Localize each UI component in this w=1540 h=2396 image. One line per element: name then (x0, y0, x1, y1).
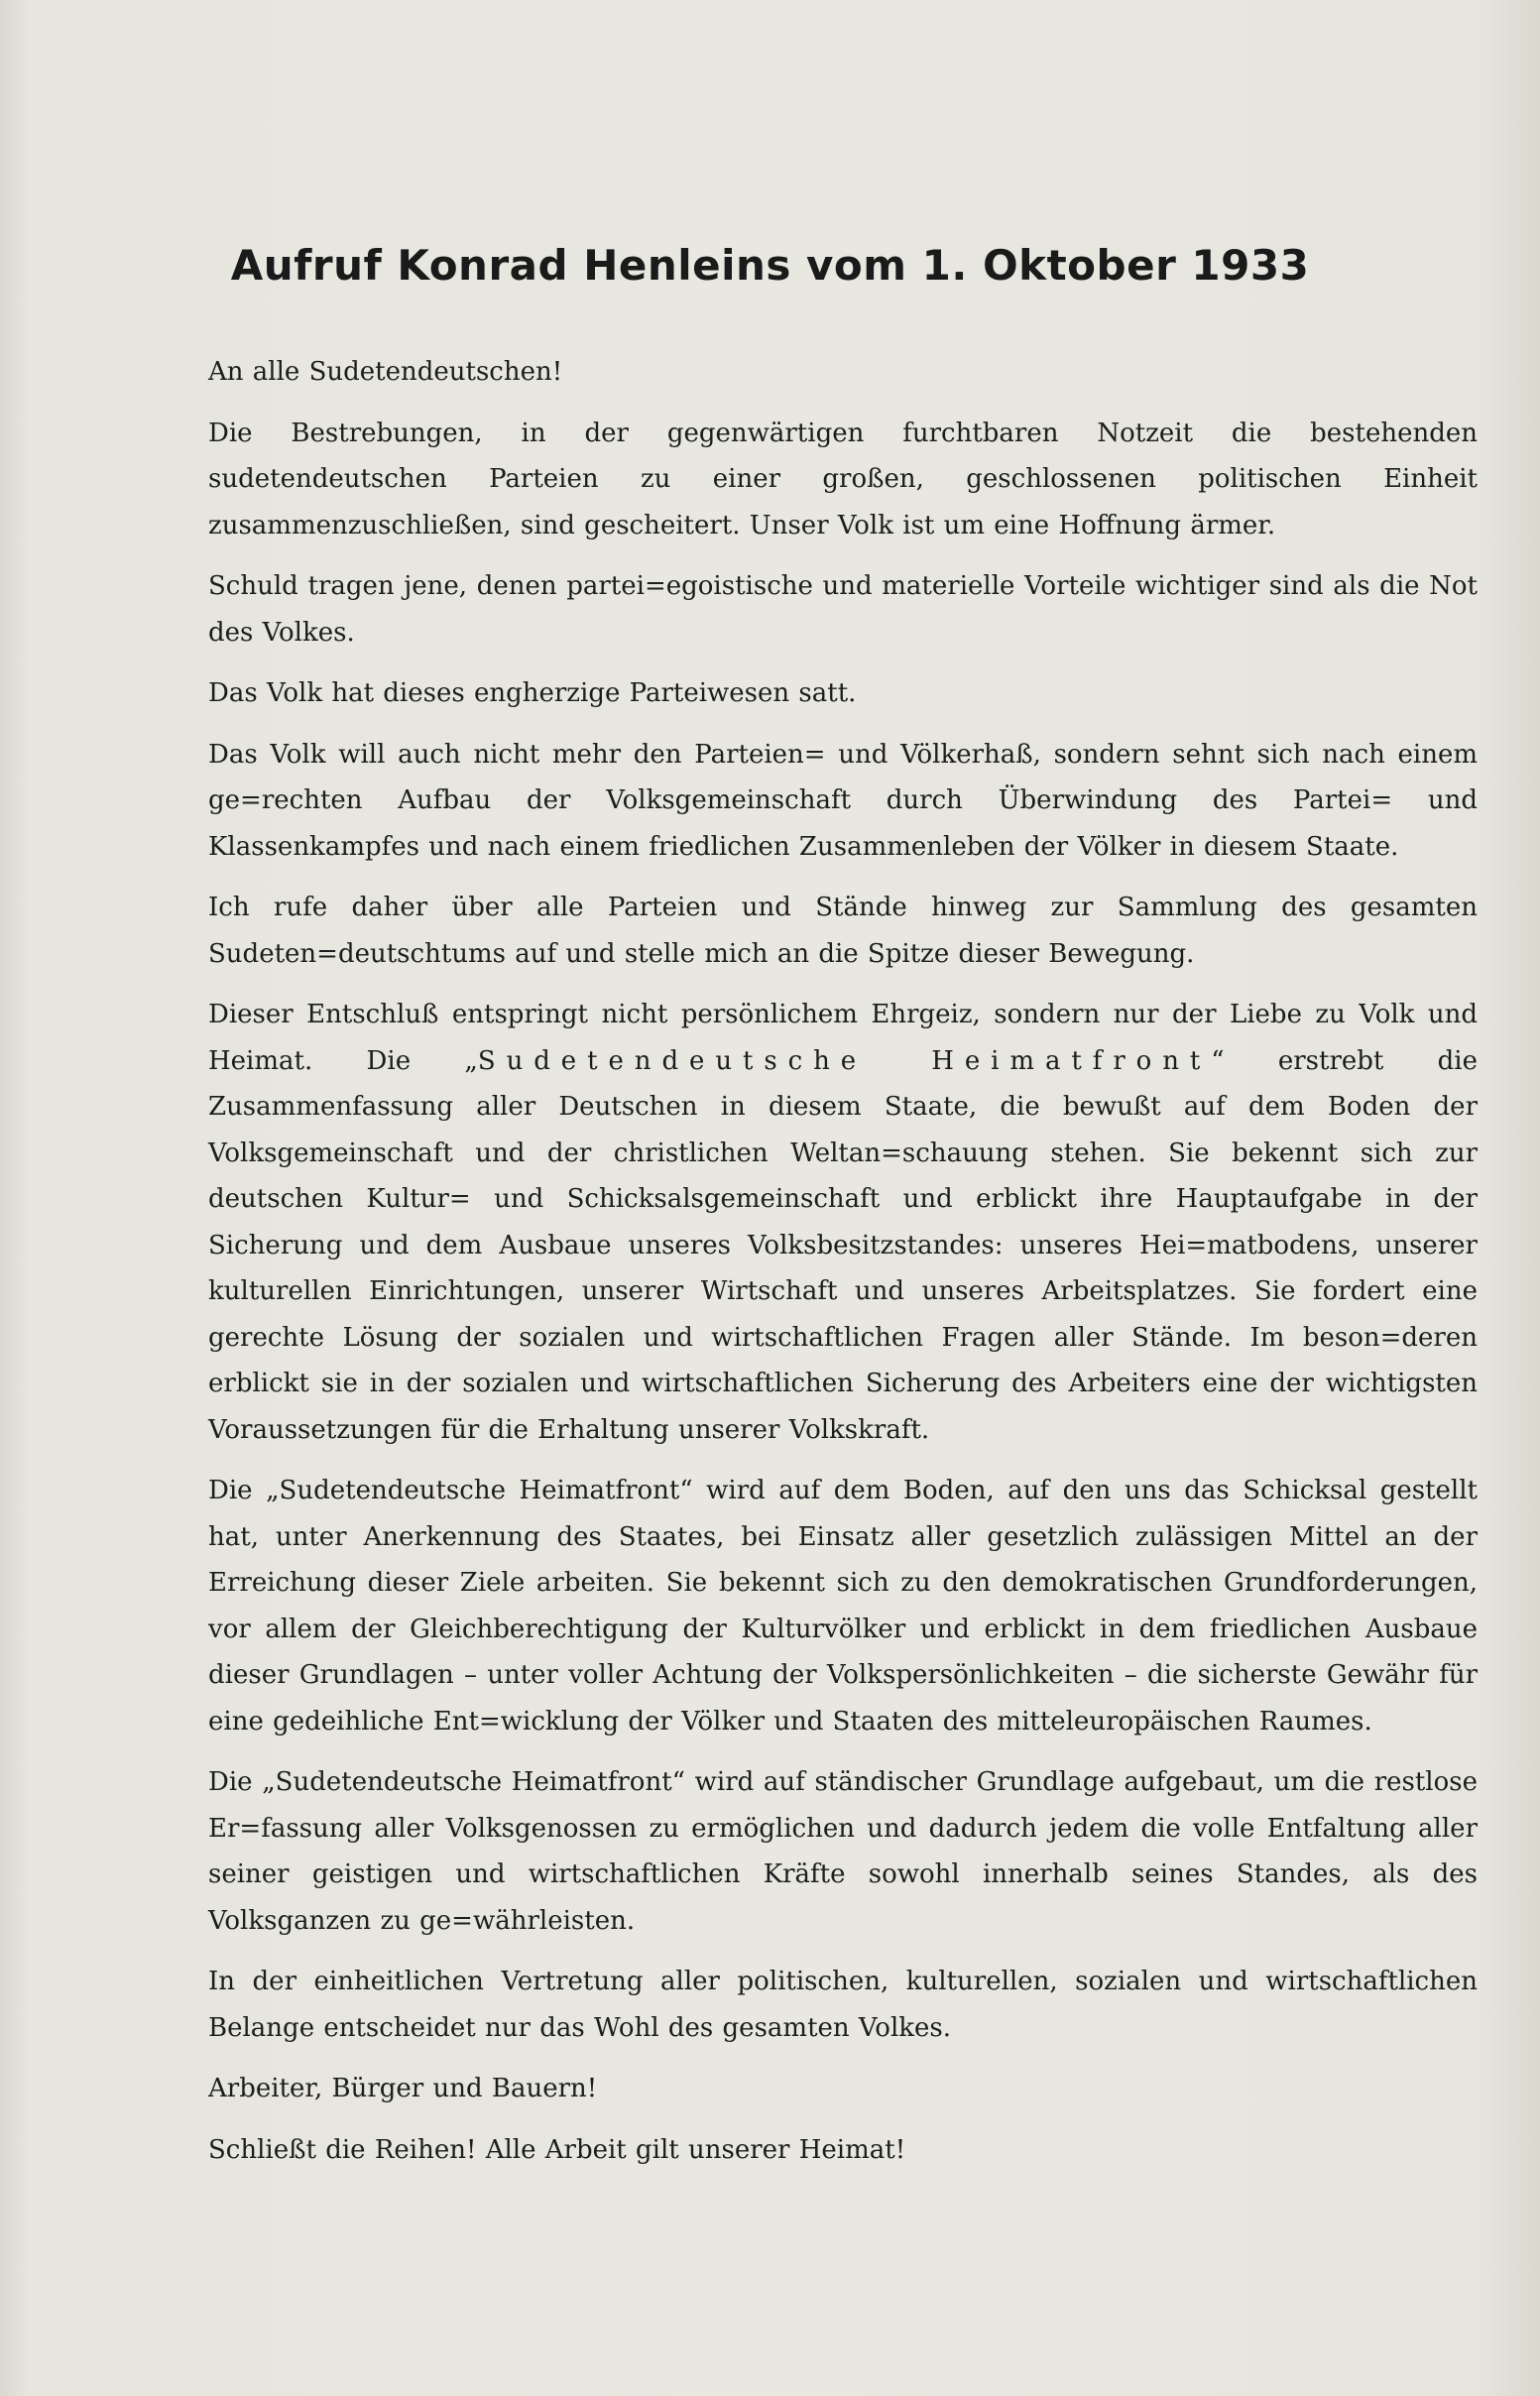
paragraph (208, 992, 1478, 1453)
movement-name-spaced: Sudetendeutsche Heimatfront (477, 1045, 1212, 1076)
paragraph-text: An alle Sudetendeutschen! (208, 357, 563, 387)
paragraph-text: Die „Sudetendeutsche Heimatfront“ wird auf dem Boden, auf den uns das Schicksal gestellt hat, unter Anerkennung des Staates, bei Einsatz aller gesetzlich zulässigen Mittel an der Erreichung dieser Ziele arbeiten. Sie bekennt sich zu den demokratischen Grundforderungen, vor allem der Gleichberechtigung der Kulturvölker und erblickt in dem friedlichen Ausbaue dieser Grundlagen – unter voller Achtung der Volkspersönlichkeiten – die sicherste Gewähr für eine gedeihliche Ent=wicklung der Völker und Staaten des mitteleuropäischen Raumes. (208, 1476, 1478, 1737)
paragraph-text: Die Bestrebungen, in der gegenwärtigen furchtbaren Notzeit die bestehenden sudetendeutschen Parteien zu einer großen, geschlossenen politischen Einheit zusammenzuschließen, sind gescheitert. Unser Volk ist um eine Hoffnung ärmer. (208, 418, 1478, 540)
paragraph-text: Schuld tragen jene, denen partei=egoistische und materielle Vorteile wichtiger sind als die Not des Volkes. (208, 571, 1478, 648)
paragraph-text: Dieser Entschluß entspringt nicht persönlichem Ehrgeiz, sondern nur der Liebe zu Volk und Heimat. (208, 1000, 1478, 1076)
paragraph (208, 563, 1478, 656)
paragraph (208, 885, 1478, 977)
paragraph-text: Ich rufe daher über alle Parteien und Stände hinweg zur Sammlung des gesamten Sudeten=deutschtums auf und stelle mich an die Spitze dieser Bewegung. (208, 893, 1478, 969)
paragraph-text: In der einheitlichen Vertretung aller politischen, kulturellen, sozialen und wirtschaftlichen Belange entscheidet nur das Wohl des gesamten Volkes. (208, 1967, 1478, 2043)
paragraph (208, 1959, 1478, 2051)
paragraph-text: Die „ (366, 1045, 478, 1076)
paragraph (208, 1759, 1478, 1944)
document-body (208, 349, 1478, 2173)
paragraph-text: Arbeiter, Bürger und Bauern! (208, 2074, 598, 2103)
paragraph (208, 732, 1478, 871)
paragraph-call (208, 2066, 1478, 2112)
paragraph-text: Schließt die Reihen! Alle Arbeit gilt unserer Heimat! (208, 2134, 906, 2165)
paragraph-closing (208, 2127, 1478, 2174)
paragraph (208, 670, 1478, 717)
paragraph-text: Das Volk hat dieses engherzige Parteiwesen satt. (208, 678, 857, 708)
paragraph-salutation (208, 349, 1478, 396)
paragraph (208, 411, 1478, 549)
paragraph-text: Das Volk will auch nicht mehr den Parteien= und Völkerhaß, sondern sehnt sich nach einem ge=rechten Aufbau der Volksgemeinschaft durch Überwindung des Partei= und Klassenkampfes und nach einem friedlichen Zusammenleben der Völker in diesem Staate. (208, 739, 1478, 862)
paragraph (208, 1468, 1478, 1744)
paragraph-text: Die „Sudetendeutsche Heimatfront“ wird auf ständischer Grundlage aufgebaut, um die restlose Er=fassung aller Volksgenossen zu ermöglichen und dadurch jedem die volle Entfaltung aller seiner geistigen und wirtschaftlichen Kräfte sowohl innerhalb seines Standes, als des Volksganzen zu ge=währleisten. (208, 1767, 1478, 1936)
paragraph-text: “ erstrebt die Zusammenfassung aller Deutschen in diesem Staate, die bewußt auf dem Boden der Volksgemeinschaft und der christlichen Weltan=schauung stehen. Sie bekennt sich zur deutschen Kultur= und Schicksalsgemeinschaft und erblickt ihre Hauptaufgabe in der Sicherung und dem Ausbaue unseres Volksbesitzstandes: unseres Hei=matbodens, unserer kulturellen Einrichtungen, unserer Wirtschaft und unseres Arbeitsplatzes. Sie fordert eine gerechte Lösung der sozialen und wirtschaftlichen Fragen aller Stände. Im beson=deren erblickt sie in der sozialen und wirtschaftlichen Sicherung des Arbeiters eine der wichtigsten Voraussetzungen für die Erhaltung unserer Volkskraft. (208, 1045, 1478, 1445)
document-title: Aufruf Konrad Henleins vom 1. Oktober 1933 (230, 241, 1310, 290)
